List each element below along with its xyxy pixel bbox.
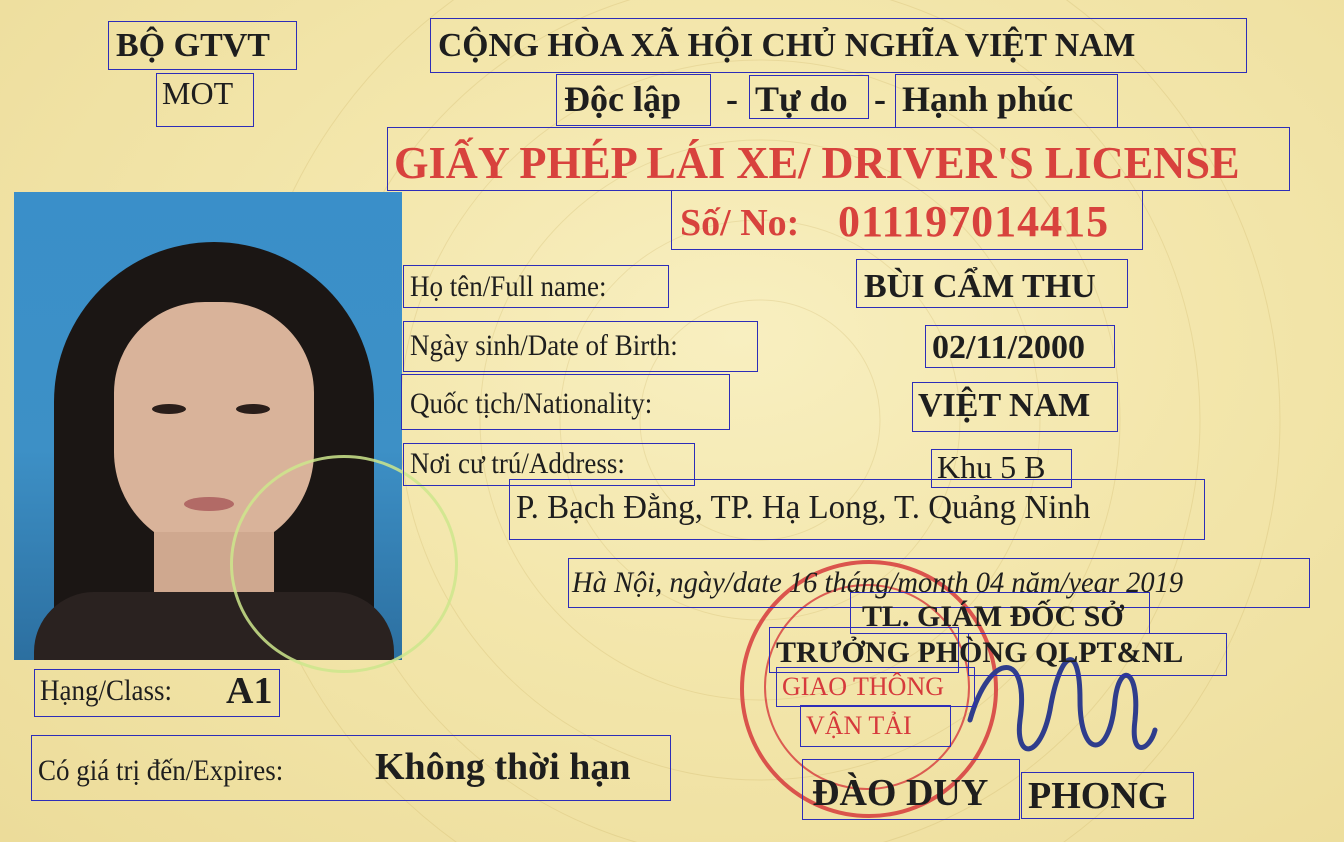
stamp-text-2: VẬN TẢI [806,711,912,740]
motto-independence: Độc lập [564,79,681,119]
address-line-2: P. Bạch Đằng, TP. Hạ Long, T. Quảng Ninh [516,489,1091,526]
signer-name-1: ĐÀO DUY [812,772,989,814]
hologram-seal [230,455,458,673]
signer-name-2: PHONG [1028,775,1168,817]
ministry-vn: BỘ GTVT [116,27,270,64]
license-number-label: Số/ No: [680,202,800,244]
motto-freedom: Tự do [755,79,848,119]
expiry-label: Có giá trị đến/Expires: [38,754,284,787]
motto-happiness: Hạnh phúc [902,79,1074,119]
motto-dash-1: - [726,79,738,119]
nationality: VIỆT NAM [918,387,1091,424]
stamp-text-1: GIAO THÔNG [782,672,945,701]
dob-label: Ngày sinh/Date of Birth: [410,329,678,362]
license-number: 011197014415 [838,197,1110,246]
address-line-1: Khu 5 B [937,449,1046,485]
class-value: A1 [226,670,273,712]
name-label: Họ tên/Full name: [410,270,607,303]
full-name: BÙI CẨM THU [864,268,1096,305]
license-title: GIẤY PHÉP LÁI XE/ DRIVER'S LICENSE [394,137,1240,188]
issue-place-date: Hà Nội, ngày/date 16 tháng/month 04 năm/year 2019 [572,566,1184,599]
signer-title-1: TL. GIÁM ĐỐC SỞ [862,600,1124,633]
expiry-value: Không thời hạn [375,746,631,788]
nationality-label: Quốc tịch/Nationality: [410,387,653,420]
motto-dash-2: - [874,79,886,119]
republic-title: CỘNG HÒA XÃ HỘI CHỦ NGHĨA VIỆT NAM [438,27,1136,64]
ministry-en: MOT [162,75,234,111]
signer-title-2: TRƯỞNG PHÒNG QLPT&NL [776,636,1184,669]
class-label: Hạng/Class: [40,674,173,707]
address-label: Nơi cư trú/Address: [410,447,625,480]
date-of-birth: 02/11/2000 [932,329,1086,366]
